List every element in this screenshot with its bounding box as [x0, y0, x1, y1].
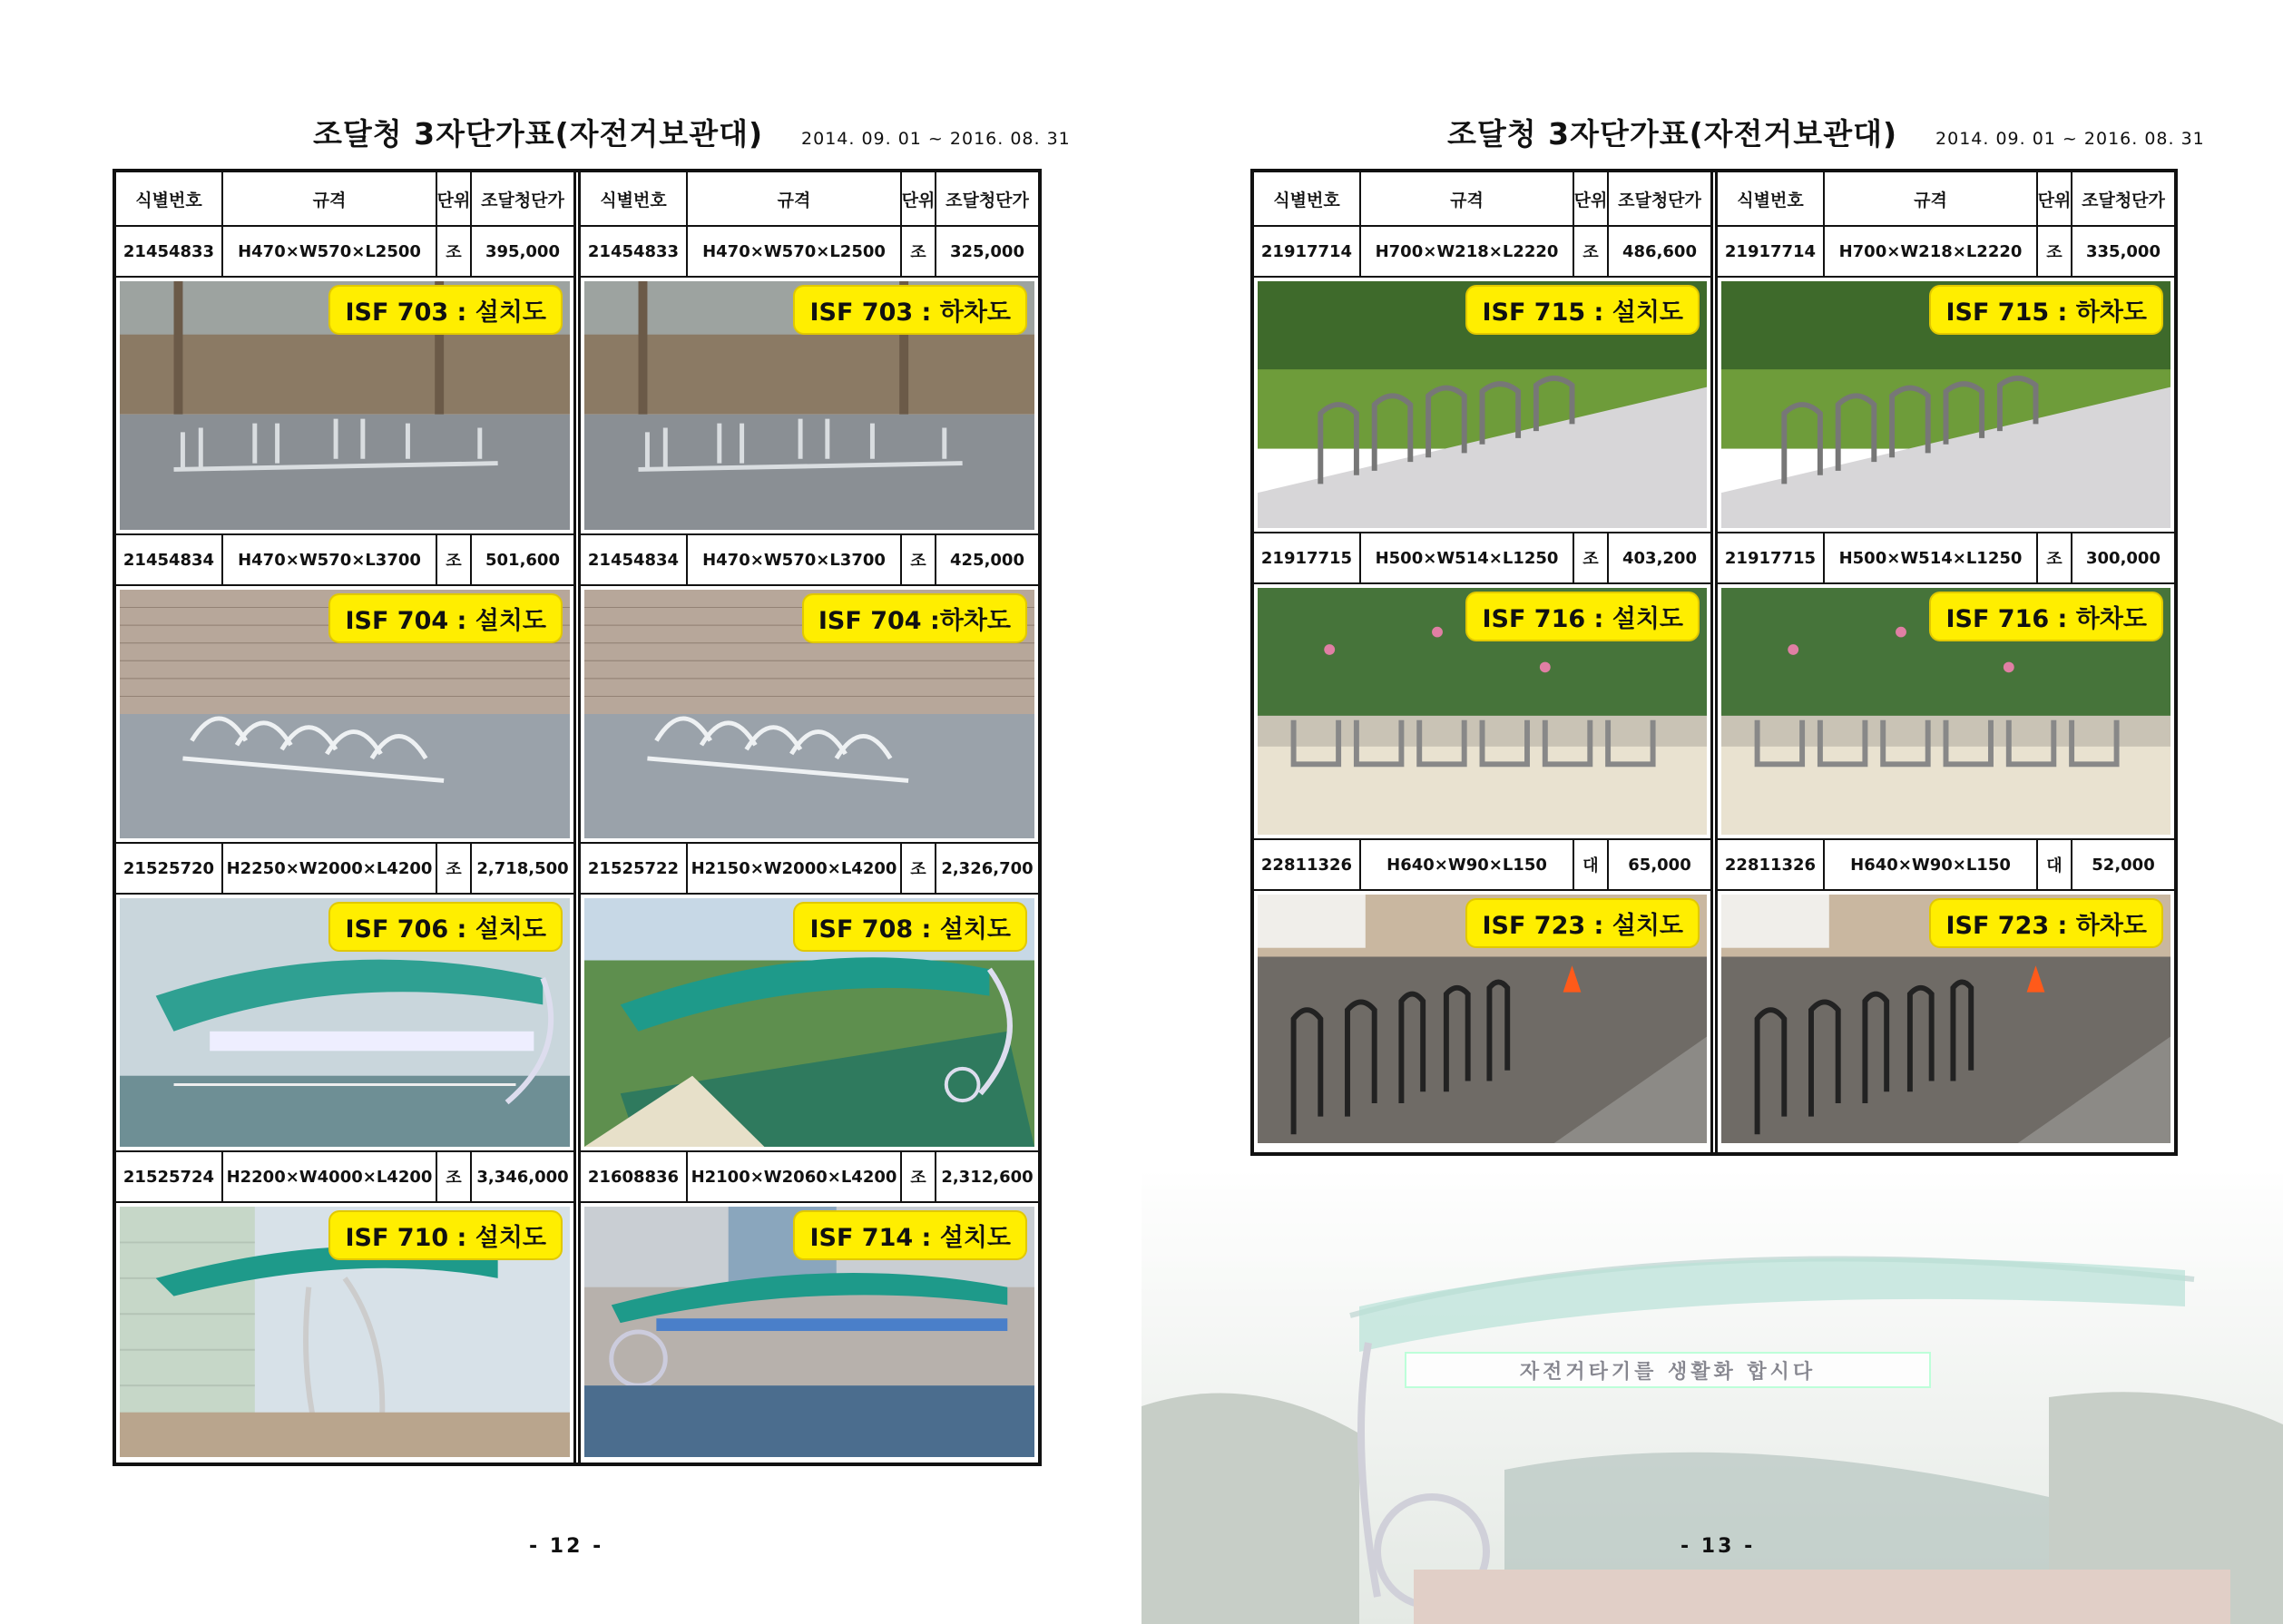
header-spec: 규격 — [223, 172, 437, 225]
cell-spec: H470×W570×L2500 — [223, 227, 437, 276]
table-row — [1254, 840, 1710, 891]
model-badge: ISF 715 : 설치도 — [1467, 287, 1698, 333]
header-id: 식별번호 — [1718, 172, 1825, 225]
table-row — [116, 227, 573, 278]
product-entry — [1254, 533, 1710, 840]
product-photo — [116, 1203, 573, 1461]
table-row — [581, 1152, 1038, 1203]
product-entry — [116, 1152, 573, 1461]
table-row — [1254, 227, 1710, 278]
price-table-left — [113, 169, 1042, 1466]
cell-spec: H500×W514×L1250 — [1825, 533, 2038, 582]
cell-price: 501,600 — [485, 550, 560, 570]
header-price: 조달청단가 — [1618, 190, 1701, 210]
price-table-right — [1250, 169, 2178, 1156]
table-row — [1718, 840, 2174, 891]
cell-spec: H500×W514×L1250 — [1361, 533, 1574, 582]
cell-spec: H2150×W2000×L4200 — [688, 844, 902, 893]
table-row — [1718, 533, 2174, 584]
header-spec: 규격 — [688, 172, 902, 225]
cell-unit: 조 — [1574, 227, 1609, 276]
cell-unit: 조 — [902, 844, 936, 893]
page-title-row — [313, 111, 1071, 156]
page-number: - 12 - — [529, 1535, 604, 1558]
price-period: 2014. 09. 01 ~ 2016. 08. 31 — [801, 129, 1071, 149]
header-price: 조달청단가 — [946, 190, 1029, 210]
cell-price: 52,000 — [2092, 855, 2155, 875]
cell-unit: 조 — [437, 844, 472, 893]
model-badge: ISF 706 : 설치도 — [330, 904, 561, 950]
cell-price: 325,000 — [950, 241, 1024, 261]
product-entry — [581, 535, 1038, 844]
cell-id: 21454834 — [116, 535, 223, 584]
table-row — [116, 844, 573, 895]
table-row — [116, 535, 573, 586]
product-photo — [116, 586, 573, 844]
cell-spec: H640×W90×L150 — [1825, 840, 2038, 889]
cell-price: 300,000 — [2086, 548, 2161, 568]
model-badge: ISF 703 : 설치도 — [330, 287, 561, 333]
model-badge: ISF 716 : 설치도 — [1467, 593, 1698, 640]
cell-id: 21608836 — [581, 1152, 688, 1201]
cell-id: 21917715 — [1254, 533, 1361, 582]
product-entry — [1718, 533, 2174, 840]
cell-spec: H640×W90×L150 — [1361, 840, 1574, 889]
product-entry — [581, 844, 1038, 1152]
table-column-install — [1254, 172, 1710, 1152]
cell-price: 403,200 — [1622, 548, 1697, 568]
cell-price: 2,326,700 — [941, 858, 1034, 878]
cell-id: 22811326 — [1718, 840, 1825, 889]
table-row — [1718, 227, 2174, 278]
table-header-row — [581, 172, 1038, 227]
header-id: 식별번호 — [1254, 172, 1361, 225]
cell-spec: H2250×W2000×L4200 — [223, 844, 437, 893]
page-title: 조달청 3자단가표(자전거보관대) — [1447, 116, 1898, 152]
product-entry — [1718, 840, 2174, 1147]
product-photo — [581, 1203, 1038, 1461]
header-unit: 단위 — [1574, 172, 1609, 225]
cell-unit: 조 — [902, 1152, 936, 1201]
cell-spec: H2100×W2060×L4200 — [688, 1152, 902, 1201]
cell-id: 21917714 — [1718, 227, 1825, 276]
cell-price: 3,346,000 — [476, 1167, 569, 1187]
table-row — [581, 227, 1038, 278]
header-id: 식별번호 — [116, 172, 223, 225]
table-row — [116, 1152, 573, 1203]
cell-spec: H470×W570×L3700 — [223, 535, 437, 584]
model-badge: ISF 704 : 설치도 — [330, 595, 561, 641]
table-header-row — [1718, 172, 2174, 227]
table-column-dismount — [573, 172, 1038, 1463]
cell-price: 486,600 — [1622, 241, 1697, 261]
cell-id: 21917714 — [1254, 227, 1361, 276]
product-entry — [1254, 227, 1710, 533]
product-entry — [581, 1152, 1038, 1461]
table-column-install — [116, 172, 573, 1463]
page-13 — [1142, 0, 2283, 1624]
cell-price: 65,000 — [1628, 855, 1691, 875]
product-photo — [1718, 891, 2174, 1147]
product-entry — [1254, 840, 1710, 1147]
table-header-row — [116, 172, 573, 227]
page-number: - 13 - — [1680, 1535, 1756, 1558]
cell-unit: 조 — [902, 535, 936, 584]
product-entry — [116, 535, 573, 844]
model-badge: ISF 723 : 하차도 — [1931, 900, 2161, 946]
product-entry — [581, 227, 1038, 535]
cell-unit: 대 — [1574, 840, 1609, 889]
model-badge: ISF 716 : 하차도 — [1931, 593, 2161, 640]
model-badge: ISF 703 : 하차도 — [795, 287, 1025, 333]
product-entry — [1718, 227, 2174, 533]
cell-price: 2,718,500 — [476, 858, 569, 878]
cell-id: 21454833 — [581, 227, 688, 276]
cell-spec: H470×W570×L3700 — [688, 535, 902, 584]
cell-spec: H2200×W4000×L4200 — [223, 1152, 437, 1201]
product-entry — [116, 227, 573, 535]
model-badge: ISF 710 : 설치도 — [330, 1212, 561, 1258]
cell-unit: 조 — [437, 1152, 472, 1201]
cell-id: 21454834 — [581, 535, 688, 584]
model-badge: ISF 715 : 하차도 — [1931, 287, 2161, 333]
table-header-row — [1254, 172, 1710, 227]
cell-unit: 조 — [2038, 227, 2072, 276]
page-title-row — [1447, 111, 2205, 156]
cell-id: 21525720 — [116, 844, 223, 893]
table-row — [581, 535, 1038, 586]
cell-id: 22811326 — [1254, 840, 1361, 889]
model-badge: ISF 704 :하차도 — [804, 595, 1025, 641]
cell-price: 425,000 — [950, 550, 1024, 570]
cell-unit: 조 — [902, 227, 936, 276]
product-photo — [116, 895, 573, 1152]
header-spec: 규격 — [1825, 172, 2038, 225]
cell-unit: 조 — [1574, 533, 1609, 582]
product-photo — [581, 895, 1038, 1152]
product-photo — [1718, 278, 2174, 533]
product-photo — [1254, 891, 1710, 1147]
product-entry — [116, 844, 573, 1152]
table-row — [581, 844, 1038, 895]
header-spec: 규격 — [1361, 172, 1574, 225]
product-photo — [1254, 278, 1710, 533]
product-photo — [581, 278, 1038, 535]
cell-price: 395,000 — [485, 241, 560, 261]
table-column-dismount — [1710, 172, 2174, 1152]
product-photo — [116, 278, 573, 535]
cell-price: 2,312,600 — [941, 1167, 1034, 1187]
header-unit: 단위 — [902, 172, 936, 225]
model-badge: ISF 723 : 설치도 — [1467, 900, 1698, 946]
product-photo — [581, 586, 1038, 844]
cell-price: 335,000 — [2086, 241, 2161, 261]
background-sign-text: 자전거타기를 생활화 합시다 — [1405, 1352, 1931, 1388]
page-title: 조달청 3자단가표(자전거보관대) — [313, 116, 764, 152]
cell-id: 21917715 — [1718, 533, 1825, 582]
cell-unit: 조 — [2038, 533, 2072, 582]
header-id: 식별번호 — [581, 172, 688, 225]
header-price: 조달청단가 — [2082, 190, 2165, 210]
product-photo — [1718, 584, 2174, 840]
cell-id: 21525722 — [581, 844, 688, 893]
table-row — [1254, 533, 1710, 584]
cell-id: 21454833 — [116, 227, 223, 276]
model-badge: ISF 708 : 설치도 — [795, 904, 1025, 950]
header-unit: 단위 — [437, 172, 472, 225]
product-photo — [1254, 584, 1710, 840]
header-unit: 단위 — [2038, 172, 2072, 225]
header-price: 조달청단가 — [481, 190, 564, 210]
cell-unit: 대 — [2038, 840, 2072, 889]
cell-id: 21525724 — [116, 1152, 223, 1201]
cell-spec: H470×W570×L2500 — [688, 227, 902, 276]
cell-unit: 조 — [437, 227, 472, 276]
cell-spec: H700×W218×L2220 — [1361, 227, 1574, 276]
model-badge: ISF 714 : 설치도 — [795, 1212, 1025, 1258]
cell-spec: H700×W218×L2220 — [1825, 227, 2038, 276]
cell-unit: 조 — [437, 535, 472, 584]
price-period: 2014. 09. 01 ~ 2016. 08. 31 — [1935, 129, 2205, 149]
